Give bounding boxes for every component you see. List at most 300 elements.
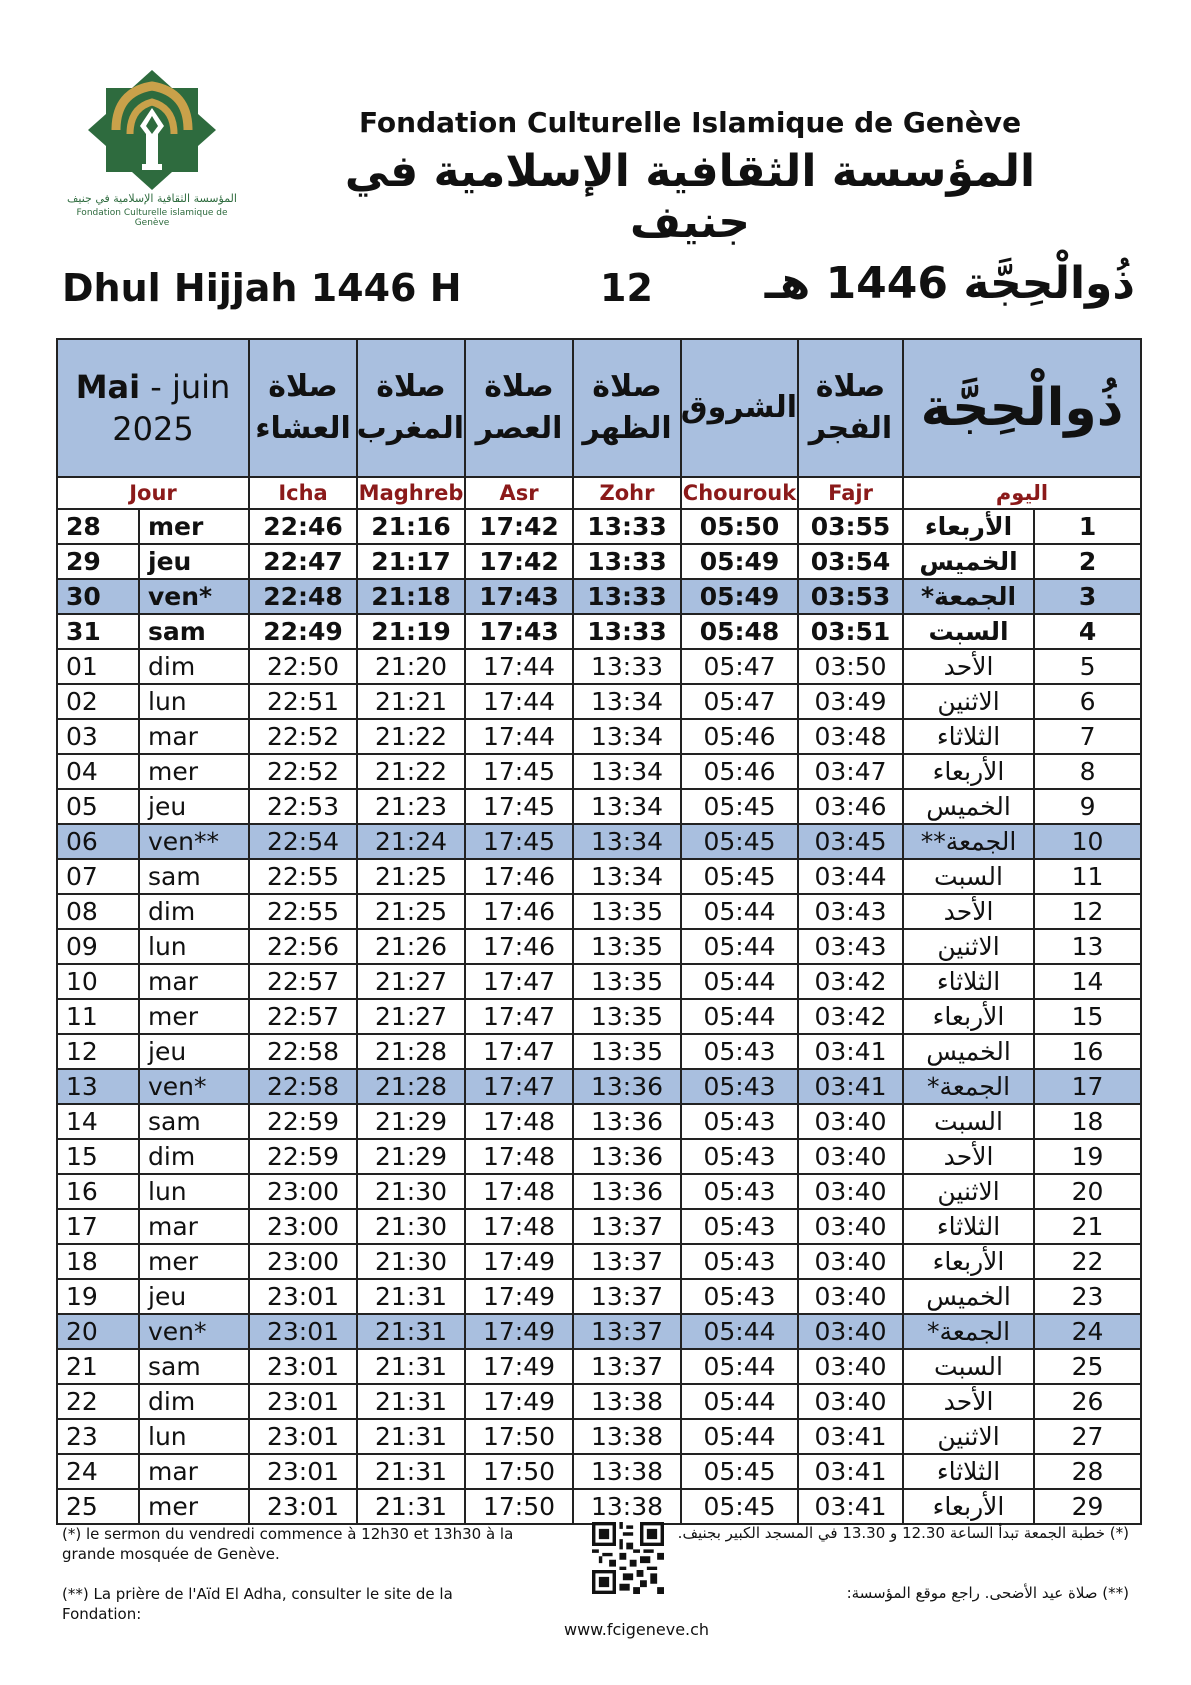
table-row xyxy=(57,1419,1141,1454)
fajr-cell: 03:41 xyxy=(798,1419,903,1454)
sub-day-arabic: اليوم xyxy=(903,477,1141,509)
zohr-cell: 13:34 xyxy=(573,754,681,789)
weekday-cell: dim xyxy=(139,1139,249,1174)
fajr-cell: 03:49 xyxy=(798,684,903,719)
table-row xyxy=(57,1069,1141,1104)
chourouk-cell: 05:46 xyxy=(681,754,798,789)
table-row xyxy=(57,1104,1141,1139)
weekday-arabic-cell: الأحد xyxy=(903,894,1034,929)
hijri-day-cell: 21 xyxy=(1034,1209,1141,1244)
zohr-cell: 13:36 xyxy=(573,1174,681,1209)
maghreb-cell: 21:30 xyxy=(357,1174,465,1209)
date-cell: 02 xyxy=(57,684,139,719)
table-body xyxy=(57,509,1141,1524)
maghreb-cell: 21:25 xyxy=(357,894,465,929)
date-cell: 01 xyxy=(57,649,139,684)
zohr-cell: 13:34 xyxy=(573,824,681,859)
date-cell: 28 xyxy=(57,509,139,544)
zohr-cell: 13:36 xyxy=(573,1104,681,1139)
asr-cell: 17:46 xyxy=(465,894,573,929)
table-subheader-row xyxy=(57,477,1141,509)
isha-cell: 22:47 xyxy=(249,544,357,579)
maghreb-cell: 21:17 xyxy=(357,544,465,579)
table-row xyxy=(57,789,1141,824)
chourouk-cell: 05:46 xyxy=(681,719,798,754)
chourouk-cell: 05:43 xyxy=(681,1174,798,1209)
weekday-cell: dim xyxy=(139,649,249,684)
hijri-day-cell: 12 xyxy=(1034,894,1141,929)
chourouk-cell: 05:45 xyxy=(681,1454,798,1489)
weekday-arabic-cell: السبت xyxy=(903,614,1034,649)
date-cell: 11 xyxy=(57,999,139,1034)
asr-cell: 17:42 xyxy=(465,509,573,544)
asr-cell: 17:50 xyxy=(465,1419,573,1454)
hijri-day-cell: 26 xyxy=(1034,1384,1141,1419)
chourouk-cell: 05:44 xyxy=(681,1349,798,1384)
zohr-cell: 13:35 xyxy=(573,929,681,964)
asr-cell: 17:47 xyxy=(465,964,573,999)
maghreb-cell: 21:29 xyxy=(357,1104,465,1139)
sub-icha: Icha xyxy=(249,477,357,509)
maghreb-cell: 21:31 xyxy=(357,1489,465,1524)
table-row xyxy=(57,894,1141,929)
table-row xyxy=(57,1139,1141,1174)
zohr-cell: 13:34 xyxy=(573,859,681,894)
weekday-arabic-cell: الاثنين xyxy=(903,684,1034,719)
weekday-cell: mer xyxy=(139,509,249,544)
maghreb-cell: 21:16 xyxy=(357,509,465,544)
weekday-arabic-cell: الأربعاء xyxy=(903,1244,1034,1279)
isha-cell: 23:00 xyxy=(249,1244,357,1279)
weekday-cell: dim xyxy=(139,1384,249,1419)
asr-cell: 17:44 xyxy=(465,684,573,719)
date-cell: 25 xyxy=(57,1489,139,1524)
maghreb-cell: 21:31 xyxy=(357,1384,465,1419)
weekday-cell: lun xyxy=(139,1174,249,1209)
weekday-cell: jeu xyxy=(139,789,249,824)
chourouk-cell: 05:45 xyxy=(681,824,798,859)
asr-cell: 17:45 xyxy=(465,789,573,824)
date-cell: 03 xyxy=(57,719,139,754)
weekday-cell: mer xyxy=(139,1244,249,1279)
asr-cell: 17:47 xyxy=(465,999,573,1034)
table-row xyxy=(57,929,1141,964)
fajr-cell: 03:40 xyxy=(798,1244,903,1279)
hijri-day-cell: 27 xyxy=(1034,1419,1141,1454)
date-cell: 10 xyxy=(57,964,139,999)
date-cell: 05 xyxy=(57,789,139,824)
zohr-cell: 13:38 xyxy=(573,1419,681,1454)
isha-cell: 22:50 xyxy=(249,649,357,684)
hijri-day-cell: 7 xyxy=(1034,719,1141,754)
hijri-day-cell: 17 xyxy=(1034,1069,1141,1104)
weekday-cell: mer xyxy=(139,1489,249,1524)
zohr-cell: 13:35 xyxy=(573,1034,681,1069)
asr-cell: 17:43 xyxy=(465,614,573,649)
fajr-cell: 03:41 xyxy=(798,1489,903,1524)
logo-text-french: Fondation Culturelle islamique de Genève xyxy=(76,208,228,228)
hijri-day-cell: 3 xyxy=(1034,579,1141,614)
fajr-cell: 03:40 xyxy=(798,1349,903,1384)
chourouk-cell: 05:43 xyxy=(681,1279,798,1314)
table-row xyxy=(57,614,1141,649)
date-cell: 16 xyxy=(57,1174,139,1209)
fajr-cell: 03:41 xyxy=(798,1034,903,1069)
zohr-cell: 13:36 xyxy=(573,1139,681,1174)
fajr-cell: 03:43 xyxy=(798,929,903,964)
fajr-cell: 03:46 xyxy=(798,789,903,824)
greg-month-bold: Mai xyxy=(75,368,141,406)
isha-cell: 22:51 xyxy=(249,684,357,719)
table-row xyxy=(57,1279,1141,1314)
weekday-cell: mar xyxy=(139,1209,249,1244)
hijri-day-cell: 16 xyxy=(1034,1034,1141,1069)
weekday-arabic-cell: الأربعاء xyxy=(903,754,1034,789)
fajr-cell: 03:41 xyxy=(798,1454,903,1489)
isha-cell: 22:46 xyxy=(249,509,357,544)
chourouk-cell: 05:44 xyxy=(681,999,798,1034)
weekday-cell: dim xyxy=(139,894,249,929)
fajr-cell: 03:45 xyxy=(798,824,903,859)
note-sermon-french: (*) le sermon du vendredi commence à 12h30 et 13h30 à la grande mosquée de Genève. xyxy=(62,1525,514,1563)
isha-cell: 22:55 xyxy=(249,894,357,929)
isha-cell: 22:49 xyxy=(249,614,357,649)
chourouk-cell: 05:47 xyxy=(681,649,798,684)
chourouk-cell: 05:43 xyxy=(681,1034,798,1069)
asr-cell: 17:46 xyxy=(465,929,573,964)
hijri-day-cell: 14 xyxy=(1034,964,1141,999)
month-number: 12 xyxy=(600,266,653,310)
weekday-arabic-cell: الأربعاء xyxy=(903,1489,1034,1524)
header-isha: صلاة العشاء xyxy=(249,339,357,477)
website-link[interactable]: www.fcigeneve.ch xyxy=(564,1620,710,1639)
maghreb-cell: 21:20 xyxy=(357,649,465,684)
zohr-cell: 13:37 xyxy=(573,1314,681,1349)
sub-asr: Asr xyxy=(465,477,573,509)
fajr-cell: 03:40 xyxy=(798,1209,903,1244)
asr-cell: 17:47 xyxy=(465,1034,573,1069)
weekday-arabic-cell: السبت xyxy=(903,1104,1034,1139)
maghreb-cell: 21:18 xyxy=(357,579,465,614)
maghreb-cell: 21:30 xyxy=(357,1209,465,1244)
maghreb-cell: 21:27 xyxy=(357,999,465,1034)
weekday-cell: jeu xyxy=(139,544,249,579)
table-row xyxy=(57,649,1141,684)
chourouk-cell: 05:43 xyxy=(681,1139,798,1174)
maghreb-cell: 21:23 xyxy=(357,789,465,824)
date-cell: 31 xyxy=(57,614,139,649)
table-row xyxy=(57,544,1141,579)
chourouk-cell: 05:44 xyxy=(681,1314,798,1349)
hijri-day-cell: 6 xyxy=(1034,684,1141,719)
zohr-cell: 13:38 xyxy=(573,1454,681,1489)
hijri-day-cell: 29 xyxy=(1034,1489,1141,1524)
month-title-french: Dhul Hijjah 1446 H xyxy=(62,266,462,310)
table-row xyxy=(57,1314,1141,1349)
fajr-cell: 03:53 xyxy=(798,579,903,614)
weekday-cell: jeu xyxy=(139,1034,249,1069)
weekday-cell: mer xyxy=(139,754,249,789)
zohr-cell: 13:36 xyxy=(573,1069,681,1104)
date-cell: 07 xyxy=(57,859,139,894)
asr-cell: 17:44 xyxy=(465,719,573,754)
weekday-cell: ven* xyxy=(139,1069,249,1104)
asr-cell: 17:50 xyxy=(465,1489,573,1524)
chourouk-cell: 05:45 xyxy=(681,859,798,894)
isha-cell: 23:01 xyxy=(249,1279,357,1314)
date-cell: 04 xyxy=(57,754,139,789)
maghreb-cell: 21:29 xyxy=(357,1139,465,1174)
zohr-cell: 13:37 xyxy=(573,1209,681,1244)
weekday-cell: ven* xyxy=(139,1314,249,1349)
fajr-cell: 03:40 xyxy=(798,1279,903,1314)
fajr-cell: 03:47 xyxy=(798,754,903,789)
table-row xyxy=(57,999,1141,1034)
fajr-cell: 03:41 xyxy=(798,1069,903,1104)
fajr-cell: 03:43 xyxy=(798,894,903,929)
fajr-cell: 03:50 xyxy=(798,649,903,684)
hijri-day-cell: 19 xyxy=(1034,1139,1141,1174)
fajr-cell: 03:51 xyxy=(798,614,903,649)
hijri-day-cell: 5 xyxy=(1034,649,1141,684)
hijri-day-cell: 25 xyxy=(1034,1349,1141,1384)
zohr-cell: 13:34 xyxy=(573,719,681,754)
isha-cell: 22:52 xyxy=(249,754,357,789)
weekday-arabic-cell: الجمعة* xyxy=(903,1314,1034,1349)
isha-cell: 22:48 xyxy=(249,579,357,614)
chourouk-cell: 05:44 xyxy=(681,1384,798,1419)
chourouk-cell: 05:43 xyxy=(681,1244,798,1279)
sub-chourouk: Chourouk xyxy=(681,477,798,509)
weekday-arabic-cell: الأحد xyxy=(903,1384,1034,1419)
isha-cell: 23:00 xyxy=(249,1209,357,1244)
zohr-cell: 13:37 xyxy=(573,1244,681,1279)
asr-cell: 17:46 xyxy=(465,859,573,894)
isha-cell: 23:01 xyxy=(249,1489,357,1524)
sub-fajr: Fajr xyxy=(798,477,903,509)
date-cell: 09 xyxy=(57,929,139,964)
fajr-cell: 03:44 xyxy=(798,859,903,894)
weekday-arabic-cell: الثلاثاء xyxy=(903,1454,1034,1489)
date-cell: 18 xyxy=(57,1244,139,1279)
chourouk-cell: 05:47 xyxy=(681,684,798,719)
hijri-day-cell: 11 xyxy=(1034,859,1141,894)
table-row xyxy=(57,964,1141,999)
date-cell: 23 xyxy=(57,1419,139,1454)
sub-zohr: Zohr xyxy=(573,477,681,509)
asr-cell: 17:45 xyxy=(465,824,573,859)
date-cell: 14 xyxy=(57,1104,139,1139)
table-row xyxy=(57,1454,1141,1489)
sub-maghreb: Maghreb xyxy=(357,477,465,509)
zohr-cell: 13:33 xyxy=(573,579,681,614)
asr-cell: 17:48 xyxy=(465,1174,573,1209)
weekday-arabic-cell: الأحد xyxy=(903,1139,1034,1174)
table-row xyxy=(57,1209,1141,1244)
isha-cell: 23:01 xyxy=(249,1314,357,1349)
hijri-day-cell: 10 xyxy=(1034,824,1141,859)
zohr-cell: 13:37 xyxy=(573,1279,681,1314)
weekday-arabic-cell: الثلاثاء xyxy=(903,1209,1034,1244)
header-fajr: صلاة الفجر xyxy=(798,339,903,477)
zohr-cell: 13:33 xyxy=(573,649,681,684)
maghreb-cell: 21:21 xyxy=(357,684,465,719)
chourouk-cell: 05:45 xyxy=(681,789,798,824)
logo-emblem-icon xyxy=(80,68,224,192)
header-chourouk: الشروق xyxy=(681,339,798,477)
asr-cell: 17:49 xyxy=(465,1349,573,1384)
weekday-arabic-cell: الاثنين xyxy=(903,1174,1034,1209)
sub-jour: Jour xyxy=(57,477,249,509)
maghreb-cell: 21:30 xyxy=(357,1244,465,1279)
zohr-cell: 13:35 xyxy=(573,999,681,1034)
header-hijri-month: ذُوالْحِجَّة xyxy=(903,339,1141,477)
asr-cell: 17:48 xyxy=(465,1209,573,1244)
hijri-day-cell: 4 xyxy=(1034,614,1141,649)
header-gregorian-month xyxy=(57,339,249,477)
note-sermon-arabic: (*) خطبة الجمعة تبدأ الساعة 12.30 و 13.30 في المسجد الكبير بجنيف. xyxy=(677,1524,1129,1542)
chourouk-cell: 05:45 xyxy=(681,1489,798,1524)
hijri-day-cell: 20 xyxy=(1034,1174,1141,1209)
zohr-cell: 13:34 xyxy=(573,789,681,824)
chourouk-cell: 05:49 xyxy=(681,544,798,579)
table-row xyxy=(57,859,1141,894)
table-row xyxy=(57,754,1141,789)
table-row xyxy=(57,1384,1141,1419)
isha-cell: 22:58 xyxy=(249,1034,357,1069)
weekday-arabic-cell: السبت xyxy=(903,1349,1034,1384)
table-row xyxy=(57,1489,1141,1524)
table-row xyxy=(57,509,1141,544)
asr-cell: 17:47 xyxy=(465,1069,573,1104)
date-cell: 06 xyxy=(57,824,139,859)
fajr-cell: 03:40 xyxy=(798,1314,903,1349)
weekday-cell: lun xyxy=(139,1419,249,1454)
asr-cell: 17:50 xyxy=(465,1454,573,1489)
weekday-arabic-cell: السبت xyxy=(903,859,1034,894)
asr-cell: 17:49 xyxy=(465,1384,573,1419)
isha-cell: 23:01 xyxy=(249,1419,357,1454)
zohr-cell: 13:33 xyxy=(573,544,681,579)
maghreb-cell: 21:31 xyxy=(357,1419,465,1454)
date-cell: 13 xyxy=(57,1069,139,1104)
hijri-day-cell: 9 xyxy=(1034,789,1141,824)
header-zohr: صلاة الظهر xyxy=(573,339,681,477)
isha-cell: 22:57 xyxy=(249,964,357,999)
maghreb-cell: 21:28 xyxy=(357,1034,465,1069)
date-cell: 22 xyxy=(57,1384,139,1419)
weekday-arabic-cell: الأربعاء xyxy=(903,999,1034,1034)
asr-cell: 17:44 xyxy=(465,649,573,684)
fajr-cell: 03:42 xyxy=(798,964,903,999)
asr-cell: 17:48 xyxy=(465,1139,573,1174)
hijri-day-cell: 15 xyxy=(1034,999,1141,1034)
header-maghreb: صلاة المغرب xyxy=(357,339,465,477)
isha-cell: 23:00 xyxy=(249,1174,357,1209)
isha-cell: 22:59 xyxy=(249,1139,357,1174)
weekday-cell: ven** xyxy=(139,824,249,859)
table-row xyxy=(57,684,1141,719)
maghreb-cell: 21:22 xyxy=(357,754,465,789)
maghreb-cell: 21:27 xyxy=(357,964,465,999)
hijri-day-cell: 8 xyxy=(1034,754,1141,789)
weekday-cell: lun xyxy=(139,929,249,964)
table-row xyxy=(57,579,1141,614)
table-row xyxy=(57,719,1141,754)
date-cell: 30 xyxy=(57,579,139,614)
weekday-arabic-cell: الثلاثاء xyxy=(903,719,1034,754)
maghreb-cell: 21:26 xyxy=(357,929,465,964)
isha-cell: 22:55 xyxy=(249,859,357,894)
weekday-arabic-cell: الأحد xyxy=(903,649,1034,684)
isha-cell: 23:01 xyxy=(249,1349,357,1384)
prayer-times-table xyxy=(56,338,1142,1525)
zohr-cell: 13:37 xyxy=(573,1349,681,1384)
hijri-day-cell: 18 xyxy=(1034,1104,1141,1139)
weekday-arabic-cell: الجمعة* xyxy=(903,579,1034,614)
isha-cell: 22:54 xyxy=(249,824,357,859)
asr-cell: 17:45 xyxy=(465,754,573,789)
chourouk-cell: 05:43 xyxy=(681,1209,798,1244)
maghreb-cell: 21:25 xyxy=(357,859,465,894)
chourouk-cell: 05:43 xyxy=(681,1069,798,1104)
hijri-day-cell: 1 xyxy=(1034,509,1141,544)
zohr-cell: 13:34 xyxy=(573,684,681,719)
fajr-cell: 03:40 xyxy=(798,1139,903,1174)
weekday-arabic-cell: الاثنين xyxy=(903,1419,1034,1454)
fajr-cell: 03:55 xyxy=(798,509,903,544)
weekday-cell: sam xyxy=(139,614,249,649)
weekday-arabic-cell: الثلاثاء xyxy=(903,964,1034,999)
table-header-row xyxy=(57,339,1141,477)
weekday-arabic-cell: الجمعة* xyxy=(903,1069,1034,1104)
weekday-cell: mar xyxy=(139,1454,249,1489)
maghreb-cell: 21:28 xyxy=(357,1069,465,1104)
chourouk-cell: 05:44 xyxy=(681,964,798,999)
asr-cell: 17:43 xyxy=(465,579,573,614)
maghreb-cell: 21:31 xyxy=(357,1349,465,1384)
hijri-day-cell: 23 xyxy=(1034,1279,1141,1314)
logo-text-arabic: المؤسسة الثقافية الإسلامية في جنيف xyxy=(67,192,237,205)
zohr-cell: 13:35 xyxy=(573,894,681,929)
maghreb-cell: 21:31 xyxy=(357,1454,465,1489)
table-row xyxy=(57,1349,1141,1384)
zohr-cell: 13:33 xyxy=(573,614,681,649)
asr-cell: 17:42 xyxy=(465,544,573,579)
weekday-cell: sam xyxy=(139,859,249,894)
asr-cell: 17:49 xyxy=(465,1314,573,1349)
chourouk-cell: 05:44 xyxy=(681,894,798,929)
zohr-cell: 13:33 xyxy=(573,509,681,544)
date-cell: 15 xyxy=(57,1139,139,1174)
isha-cell: 23:01 xyxy=(249,1454,357,1489)
chourouk-cell: 05:43 xyxy=(681,1104,798,1139)
fajr-cell: 03:40 xyxy=(798,1104,903,1139)
table-row xyxy=(57,824,1141,859)
isha-cell: 22:53 xyxy=(249,789,357,824)
note-eid-french: (**) La prière de l'Aïd El Adha, consulter le site de la Fondation: xyxy=(62,1585,453,1623)
month-title-arabic: ذُوالْحِجَّة 1446 هـ xyxy=(764,258,1135,309)
weekday-arabic-cell: الخميس xyxy=(903,789,1034,824)
chourouk-cell: 05:49 xyxy=(681,579,798,614)
isha-cell: 23:01 xyxy=(249,1384,357,1419)
table-row xyxy=(57,1174,1141,1209)
weekday-arabic-cell: الجمعة** xyxy=(903,824,1034,859)
note-eid-arabic: (**) صلاة عيد الأضحى. راجع موقع المؤسسة: xyxy=(846,1584,1129,1602)
isha-cell: 22:59 xyxy=(249,1104,357,1139)
zohr-cell: 13:35 xyxy=(573,964,681,999)
fajr-cell: 03:54 xyxy=(798,544,903,579)
